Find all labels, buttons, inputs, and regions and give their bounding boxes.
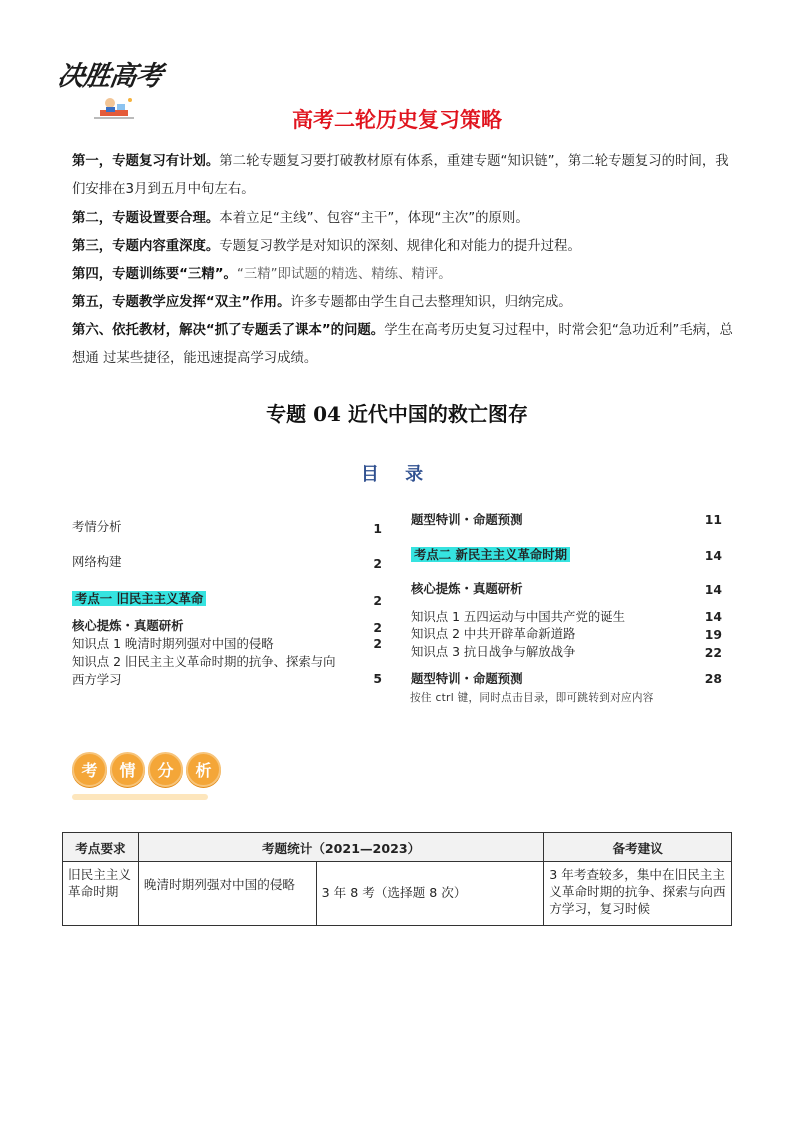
paragraph-lead: 第一，专题复习有计划。 <box>72 154 220 169</box>
navigation-hint: 按住 ctrl 键，同时点击目录，即可跳转到对应内容 <box>410 692 654 704</box>
toc-item[interactable]: 核心提炼・真题研析 <box>72 618 184 633</box>
paragraph-lead: 第五，专题教学应发挥“双主”作用。 <box>72 295 291 310</box>
strategy-paragraph-6 <box>72 317 734 373</box>
toc-page-number: 2 <box>373 636 382 651</box>
toc-page-number: 14 <box>704 548 722 563</box>
paragraph-lead: 第二，专题设置要合理。 <box>72 211 220 226</box>
paragraph-body: 第二轮专题复习要打破教材原有体系，重建专题“知识链”，第二轮专题复习的时间，我们安排在3月到五月中旬左右。 <box>72 154 729 197</box>
badge-char: 情 <box>110 752 145 787</box>
table-cell-advice: 3 年考查较多，集中在旧民主主义革命时期的抗争、探索与向西方学习，复习时候 <box>544 862 732 926</box>
toc-item[interactable]: 西方学习 <box>72 672 122 687</box>
toc-page-number: 2 <box>373 620 382 635</box>
toc-page-number: 5 <box>373 671 382 686</box>
toc-item[interactable]: 题型特训・命题预测 <box>411 512 523 527</box>
toc-item-highlighted[interactable]: 考点二 新民主主义革命时期 <box>411 546 570 564</box>
paragraph-body: 许多专题都由学生自己去整理知识，归纳完成。 <box>290 295 572 310</box>
paragraph-body: “三精”即试题的精选、精练、精评。 <box>236 267 452 282</box>
strategy-paragraph-2 <box>72 205 734 233</box>
document-title: 高考二轮历史复习策略 <box>292 108 502 132</box>
strategy-paragraph-4 <box>72 261 734 289</box>
toc-page-number: 28 <box>704 671 722 686</box>
table-header: 考题统计（2021—2023） <box>138 833 543 862</box>
table-cell-stat: 3 年 8 考（选择题 8 次） <box>316 862 544 926</box>
topic-title: 专题 04 近代中国的救亡图存 <box>266 402 528 426</box>
toc-page-number: 14 <box>704 609 722 624</box>
toc-page-number: 11 <box>704 512 722 527</box>
paragraph-body: 本着立足“主线”、包容“主干”，体现“主次”的原则。 <box>219 211 529 226</box>
paragraph-lead: 第三，专题内容重深度。 <box>72 239 220 254</box>
toc-item[interactable]: 考情分析 <box>72 519 122 534</box>
exam-statistics-table <box>62 832 732 926</box>
paragraph-body: 学生在高考历史复习过程中，时常会犯“急功近利”毛病，总想通 过某些捷径，能迅速提高学习成绩。 <box>72 323 733 366</box>
toc-page-number: 1 <box>373 521 382 536</box>
table-header-row <box>63 833 732 862</box>
badge-char: 析 <box>186 752 221 787</box>
toc-page-number: 19 <box>704 627 722 642</box>
badge-char: 分 <box>148 752 183 787</box>
toc-item[interactable]: 知识点 2 中共开辟革命新道路 <box>411 626 576 641</box>
toc-item[interactable]: 知识点 1 五四运动与中国共产党的诞生 <box>411 609 626 624</box>
toc-item[interactable]: 网络构建 <box>72 554 122 569</box>
paragraph-body: 专题复习教学是对知识的深刻、规律化和对能力的提升过程。 <box>219 239 581 254</box>
table-cell-requirement: 旧民主主义革命时期 <box>63 862 139 926</box>
paragraph-lead: 第六、依托教材，解决“抓了专题丢了课本”的问题。 <box>72 323 385 338</box>
strategy-paragraph-1 <box>72 148 734 204</box>
table-header: 备考建议 <box>544 833 732 862</box>
badge-underline <box>72 794 208 800</box>
toc-item[interactable]: 题型特训・命题预测 <box>411 671 523 686</box>
toc-item[interactable]: 核心提炼・真题研析 <box>411 581 523 596</box>
toc-page-number: 2 <box>373 593 382 608</box>
table-cell-topic: 晚清时期列强对中国的侵略 <box>138 862 316 926</box>
table-header: 考点要求 <box>63 833 139 862</box>
toc-page-number: 2 <box>373 556 382 571</box>
paragraph-lead: 第四，专题训练要“三精”。 <box>72 267 237 282</box>
table-row <box>63 862 732 926</box>
toc-page-number: 14 <box>704 582 722 597</box>
strategy-paragraph-3 <box>72 233 734 261</box>
logo-text: 决胜高考 <box>55 61 164 92</box>
toc-item[interactable]: 知识点 2 旧民主主义革命时期的抗争、探索与向 <box>72 654 336 669</box>
toc-heading: 目 录 <box>360 464 434 485</box>
toc-item[interactable]: 知识点 1 晚清时期列强对中国的侵略 <box>72 636 274 651</box>
toc-page-number: 22 <box>704 645 722 660</box>
toc-item[interactable]: 知识点 3 抗日战争与解放战争 <box>411 644 576 659</box>
toc-item-highlighted[interactable]: 考点一 旧民主主义革命 <box>72 590 206 608</box>
section-badge <box>72 752 221 792</box>
strategy-paragraph-5 <box>72 289 734 317</box>
badge-char: 考 <box>72 752 107 787</box>
